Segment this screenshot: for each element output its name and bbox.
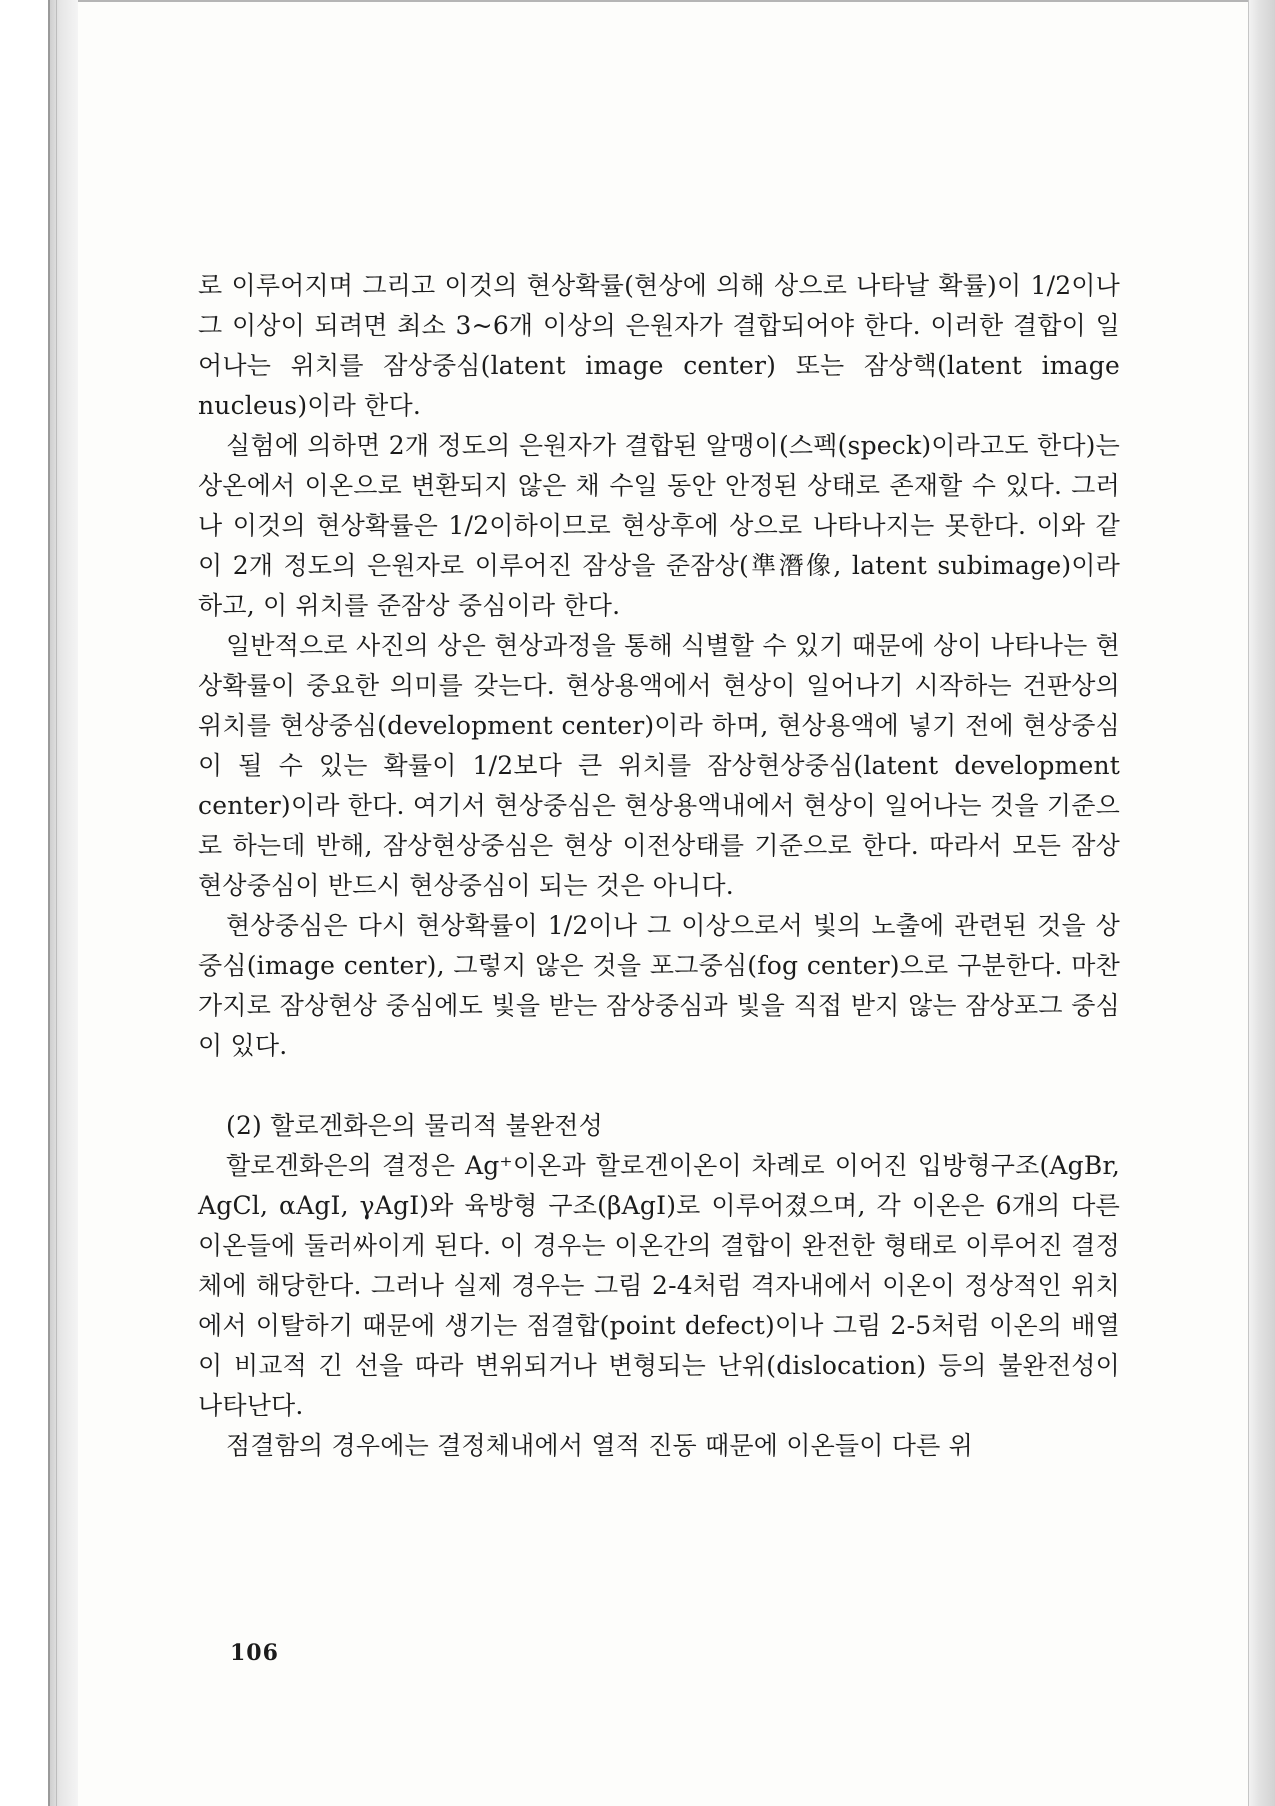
page-body (198, 266, 1120, 1466)
book-spine-edge (48, 0, 78, 1806)
page-right-edge (1248, 0, 1275, 1806)
paragraph-latent-image-center: 로 이루어지며 그리고 이것의 현상확률(현상에 의해 상으로 나타날 확률)이 1/2이나 그 이상이 되려면 최소 3~6개 이상의 은원자가 결합되어야 한다. 이러한 결합이 일어나는 위치를 잠상중심(latent image center) 또는 잠상핵(latent image nucleus)이라 한다. (198, 271, 1120, 420)
paragraph-silver-halide-crystal: 할로겐화은의 결정은 Ag⁺이온과 할로겐이온이 차례로 이어진 입방형구조(AgBr, AgCl, αAgI, γAgI)와 육방형 구조(βAgI)로 이루어졌으며, 각 이온은 6개의 다른 이온들에 둘러싸이게 된다. 이 경우는 이온간의 결합이 완전한 형태로 이루어진 결정체에 해당한다. 그러나 실제 경우는 그림 2-4처럼 격자내에서 이온이 정상적인 위치에서 이탈하기 때문에 생기는 점결합(point defect)이나 그림 2-5처럼 이온의 배열이 비교적 긴 선을 따라 변위되거나 변형되는 난위(dislocation) 등의 불완전성이 나타난다. (198, 1151, 1120, 1420)
section-heading: (2) 할로겐화은의 물리적 불완전성 (226, 1111, 604, 1140)
paragraph-latent-subimage: 실험에 의하면 2개 정도의 은원자가 결합된 알맹이(스펙(speck)이라고도 한다)는 상온에서 이온으로 변환되지 않은 채 수일 동안 안정된 상태로 존재할 수 있다. 그러나 이것의 현상확률은 1/2이하이므로 현상후에 상으로 나타나지는 못한다. 이와 같이 2개 정도의 은원자로 이루어진 잠상을 준잠상(準潛像, latent subimage)이라 하고, 이 위치를 준잠상 중심이라 한다. (198, 431, 1120, 620)
paragraph-development-center: 일반적으로 사진의 상은 현상과정을 통해 식별할 수 있기 때문에 상이 나타나는 현상확률이 중요한 의미를 갖는다. 현상용액에서 현상이 일어나기 시작하는 건판상의 위치를 현상중심(development center)이라 하며, 현상용액에 넣기 전에 현상중심이 될 수 있는 확률이 1/2보다 큰 위치를 잠상현상중심(latent development center)이라 한다. 여기서 현상중심은 현상용액내에서 현상이 일어나는 것을 기준으로 하는데 반해, 잠상현상중심은 현상 이전상태를 기준으로 한다. 따라서 모든 잠상현상중심이 반드시 현상중심이 되는 것은 아니다. (198, 631, 1120, 900)
paragraph-point-defect: 점결함의 경우에는 결정체내에서 열적 진동 때문에 이온들이 다른 위 (226, 1431, 973, 1460)
page-number: 106 (230, 1640, 279, 1666)
paragraph-image-fog-center: 현상중심은 다시 현상확률이 1/2이나 그 이상으로서 빛의 노출에 관련된 것을 상중심(image center), 그렇지 않은 것을 포그중심(fog center)으로 구분한다. 마찬가지로 잠상현상 중심에도 빛을 받는 잠상중심과 빛을 직접 받지 않는 잠상포그 중심이 있다. (198, 911, 1120, 1060)
